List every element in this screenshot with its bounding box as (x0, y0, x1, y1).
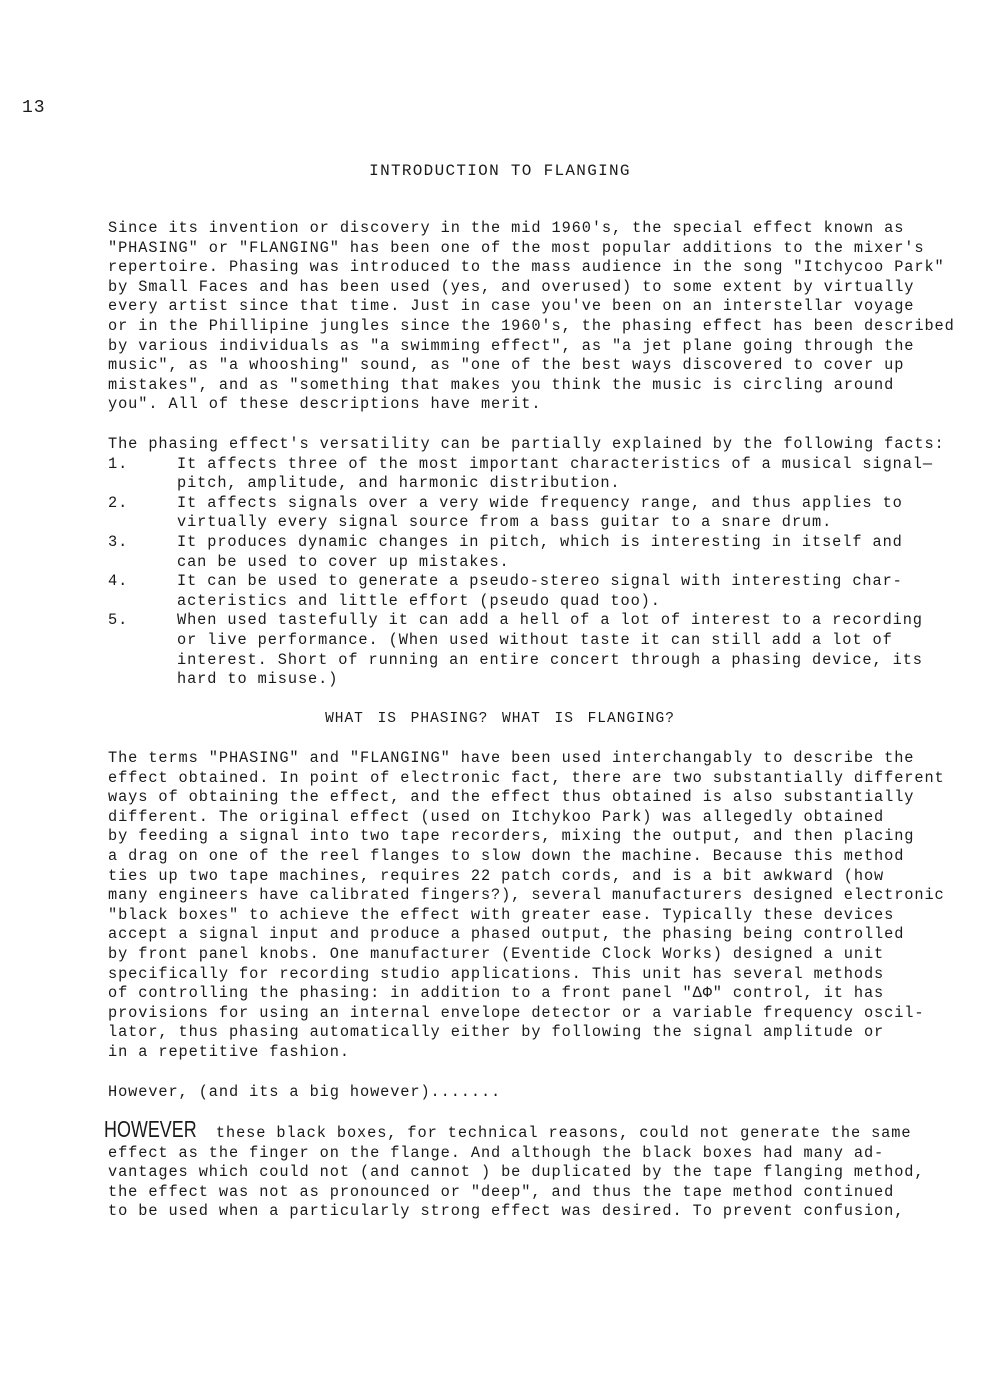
text-line: vantages which could not (and cannot ) be duplicated by the tape flanging method, (108, 1163, 925, 1182)
text-line: Since its invention or discovery in the mid 1960's, the special effect known as (108, 219, 905, 237)
list-number: 5. (108, 611, 129, 630)
however-paragraph (108, 1083, 938, 1103)
text-line: acteristics and little effort (pseudo quad too). (177, 591, 661, 610)
intro-paragraph (108, 219, 955, 415)
text-line: or live performance. (When used without taste it can still add a lot of (177, 630, 893, 649)
list-item (108, 494, 938, 533)
list-number: 4. (108, 572, 129, 591)
section2-paragraph (108, 749, 945, 1063)
text-line: of controlling the phasing: in addition to a front panel "ΔΦ" control, it has (108, 984, 885, 1003)
closing-paragraph (104, 1116, 934, 1222)
text-line: interest. Short of running an entire concert through a phasing device, its (177, 650, 923, 669)
text-line: It affects three of the most important characteristics of a musical signal— (177, 454, 933, 473)
text-line: a drag on one of the reel flanges to slow down the machine. Because this method (108, 846, 905, 865)
text-line: effect as the finger on the flange. And although the black boxes had many ad- (108, 1143, 885, 1162)
text-line: to be used when a particularly strong effect was desired. To prevent confusion, (108, 1202, 905, 1221)
text-line: "PHASING" or "FLANGING" has been one of the most popular additions to the mixer's (108, 238, 925, 257)
text-line: you". All of these descriptions have merit. (108, 395, 542, 414)
text-line: or in the Phillipine jungles since the 1960's, the phasing effect has been described (108, 316, 955, 335)
text-line: specifically for recording studio applications. This unit has several methods (108, 964, 885, 983)
text-line: pitch, amplitude, and harmonic distribution. (177, 474, 621, 493)
text-line: effect obtained. In point of electronic fact, there are two substantially different (108, 768, 945, 787)
text-line: different. The original effect (used on Itchykoo Park) was allegedly obtained (108, 807, 885, 826)
text-line: by front panel knobs. One manufacturer (Eventide Clock Works) designed a unit (108, 944, 885, 963)
text-line: It affects signals over a very wide frequency range, and thus applies to (177, 493, 903, 512)
text-line: ties up two tape machines, requires 22 patch cords, and is a bit awkward (how (108, 866, 885, 885)
text-line: When used tastefully it can add a hell of a lot of interest to a recording (177, 611, 923, 630)
facts-lead: The phasing effect's versatility can be partially explained by the following facts: (108, 435, 945, 453)
text-line: accept a signal input and produce a phased output, the phasing being controlled (108, 925, 905, 944)
list-number: 1. (108, 454, 129, 473)
text-line: in a repetitive fashion. (108, 1042, 350, 1061)
list-item (108, 572, 938, 611)
text-line: by Small Faces and has been used (yes, and overused) to some extent by virtually (108, 277, 915, 296)
text-line: However, (and its a big however)....... (108, 1083, 502, 1101)
text-line: It can be used to generate a pseudo-stereo signal with interesting char- (177, 572, 903, 591)
text-line: mistakes", and as "something that makes you think the music is circling around (108, 375, 895, 394)
list-number: 3. (108, 532, 129, 551)
text-line: virtually every signal source from a bass guitar to a snare drum. (177, 513, 833, 532)
text-line: repertoire. Phasing was introduced to the mass audience in the song "Itchycoo Park" (108, 258, 945, 277)
text-line: music", as "a whooshing" sound, as "one of the best ways discovered to cover up (108, 356, 905, 375)
text-line: It produces dynamic changes in pitch, which is interesting in itself and (177, 532, 903, 551)
facts-list (108, 435, 945, 690)
list-item (108, 455, 938, 494)
text-line: by various individuals as "a swimming effect", as "a jet plane going through the (108, 336, 915, 355)
however-big-word: HOWEVER (104, 1116, 197, 1142)
text-line: by feeding a signal into two tape recorders, mixing the output, and then placing (108, 827, 915, 846)
text-line: provisions for using an internal envelope detector or a variable frequency oscil- (108, 1003, 925, 1022)
text-line: the effect was not as pronounced or "deep", and thus the tape method continued (108, 1182, 895, 1201)
page-title: INTRODUCTION TO FLANGING (369, 162, 631, 180)
list-number: 2. (108, 493, 129, 512)
text-fragment: these black boxes, for technical reasons, could not generate the same (205, 1124, 912, 1142)
text-line: lator, thus phasing automatically either by following the signal amplitude or (108, 1023, 885, 1042)
list-item (108, 533, 938, 572)
text-line: ways of obtaining the effect, and the effect thus obtained is also substantially (108, 788, 915, 807)
text-line: many engineers have calibrated fingers?), several manufacturers designed electronic (108, 886, 945, 905)
section-heading: WHAT IS PHASING? WHAT IS FLANGING? (325, 711, 675, 727)
text-line: "black boxes" to achieve the effect with greater ease. Typically these devices (108, 905, 895, 924)
page-number: 13 (22, 98, 46, 118)
text-line: hard to misuse.) (177, 670, 339, 689)
text-line: The terms "PHASING" and "FLANGING" have been used interchangably to describe the (108, 749, 915, 767)
text-line (104, 1116, 934, 1144)
list-item (108, 611, 938, 689)
text-line: every artist since that time. Just in case you've been on an interstellar voyage (108, 297, 915, 316)
text-line: can be used to cover up mistakes. (177, 552, 510, 571)
